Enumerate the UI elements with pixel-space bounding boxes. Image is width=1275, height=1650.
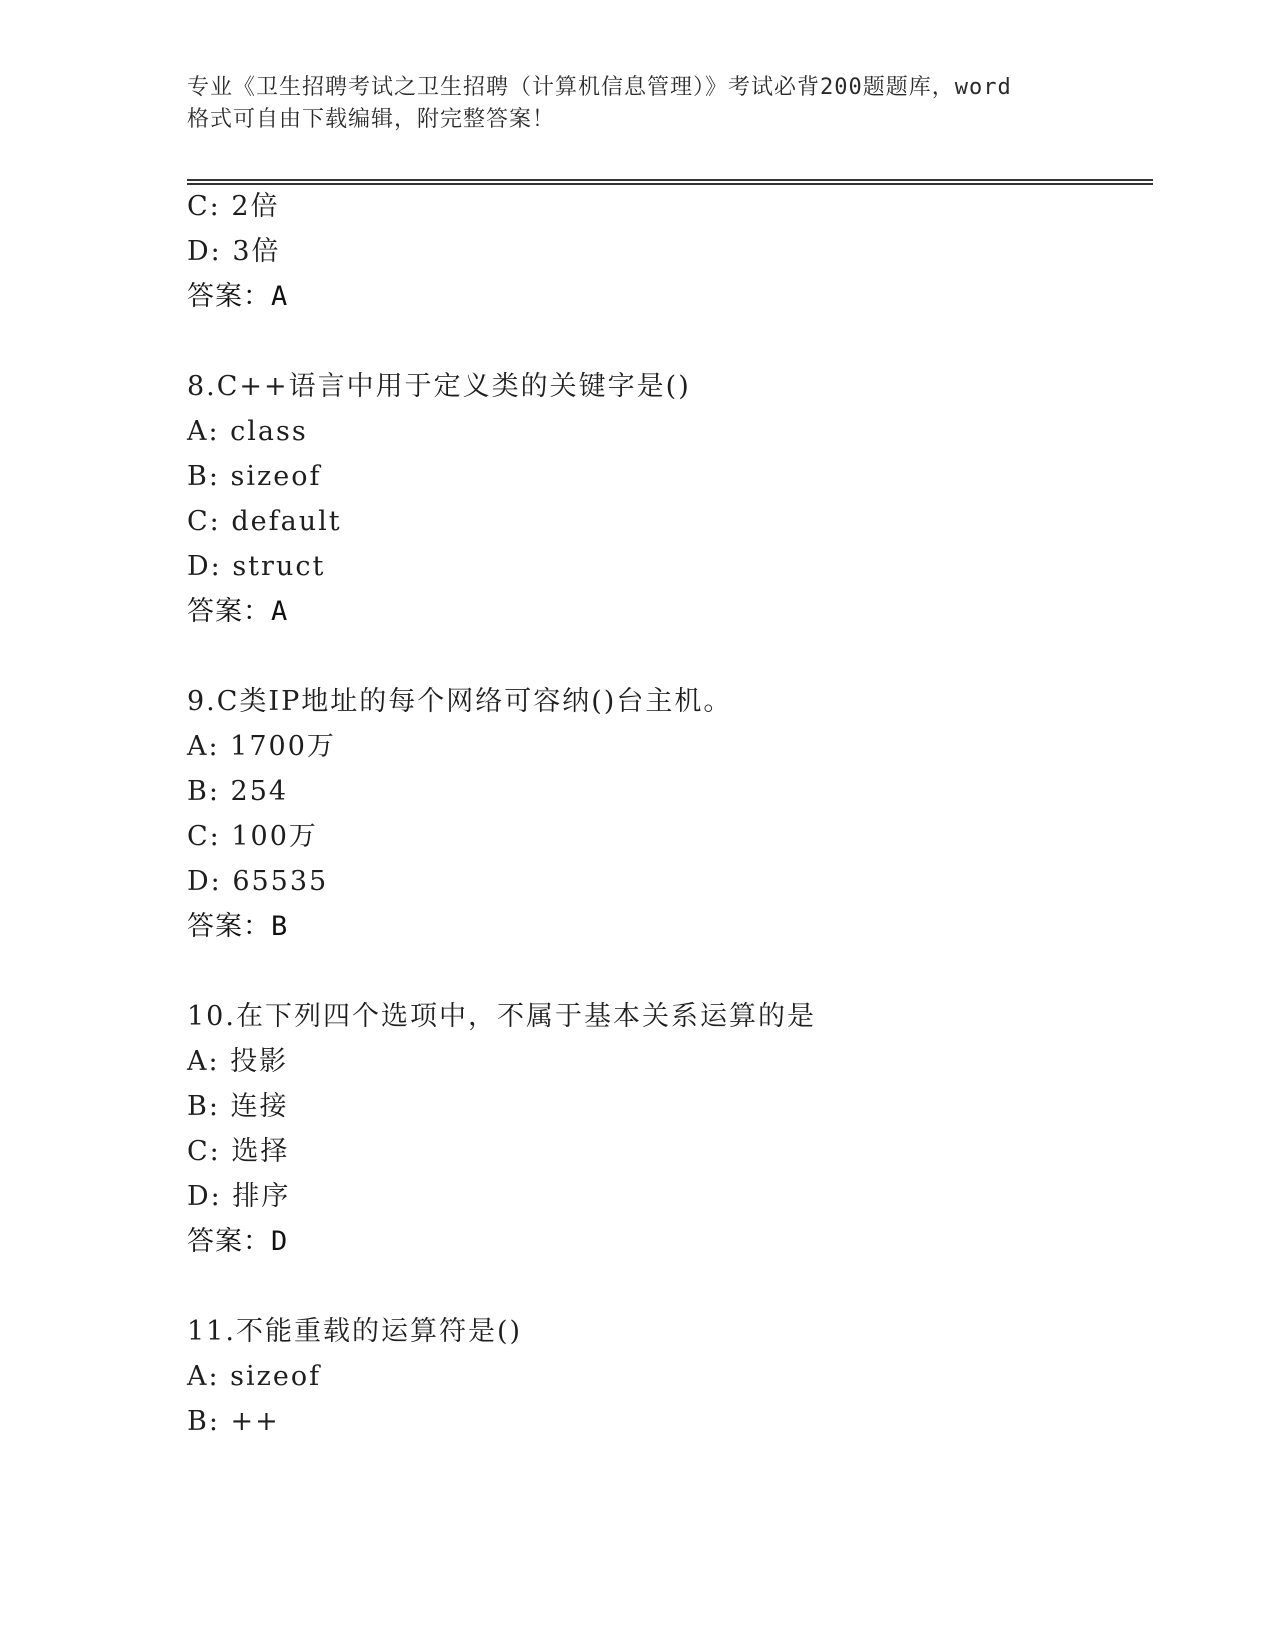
option-c: C: default bbox=[187, 506, 342, 537]
answer-line: 答案：D bbox=[187, 1226, 289, 1257]
question-stem: 10.在下列四个选项中，不属于基本关系运算的是 bbox=[187, 1001, 816, 1032]
question-stem: 11.不能重载的运算符是() bbox=[187, 1316, 523, 1347]
option-d: D: struct bbox=[187, 551, 326, 582]
option-b: B: 连接 bbox=[187, 1091, 289, 1122]
option-b: B: sizeof bbox=[187, 461, 322, 492]
question-stem: 8.C++语言中用于定义类的关键字是() bbox=[187, 371, 691, 402]
option-a: A: 投影 bbox=[187, 1046, 289, 1077]
option-b: B: 254 bbox=[187, 776, 289, 807]
answer-line: 答案：B bbox=[187, 911, 289, 942]
option-c: C: 100万 bbox=[187, 821, 318, 852]
option-c: C: 2倍 bbox=[187, 191, 280, 222]
option-d: D: 65535 bbox=[187, 866, 329, 897]
option-a: A: 1700万 bbox=[187, 731, 336, 762]
document-header bbox=[187, 72, 1107, 136]
header-line-1: 专业《卫生招聘考试之卫生招聘（计算机信息管理）》考试必背200题题库，word bbox=[187, 75, 1012, 100]
answer-line: 答案：A bbox=[187, 596, 289, 627]
header-line-2: 格式可自由下载编辑，附完整答案！ bbox=[187, 107, 556, 132]
option-a: A: sizeof bbox=[187, 1361, 322, 1392]
header-divider-bottom bbox=[187, 183, 1153, 185]
header-divider-top bbox=[187, 179, 1153, 181]
option-a: A: class bbox=[187, 416, 308, 447]
option-d: D: 3倍 bbox=[187, 236, 281, 267]
answer-line: 答案：A bbox=[187, 281, 289, 312]
option-d: D: 排序 bbox=[187, 1181, 291, 1212]
question-stem: 9.C类IP地址的每个网络可容纳()台主机。 bbox=[187, 686, 733, 717]
option-c: C: 选择 bbox=[187, 1136, 290, 1167]
option-b: B: ++ bbox=[187, 1406, 280, 1437]
